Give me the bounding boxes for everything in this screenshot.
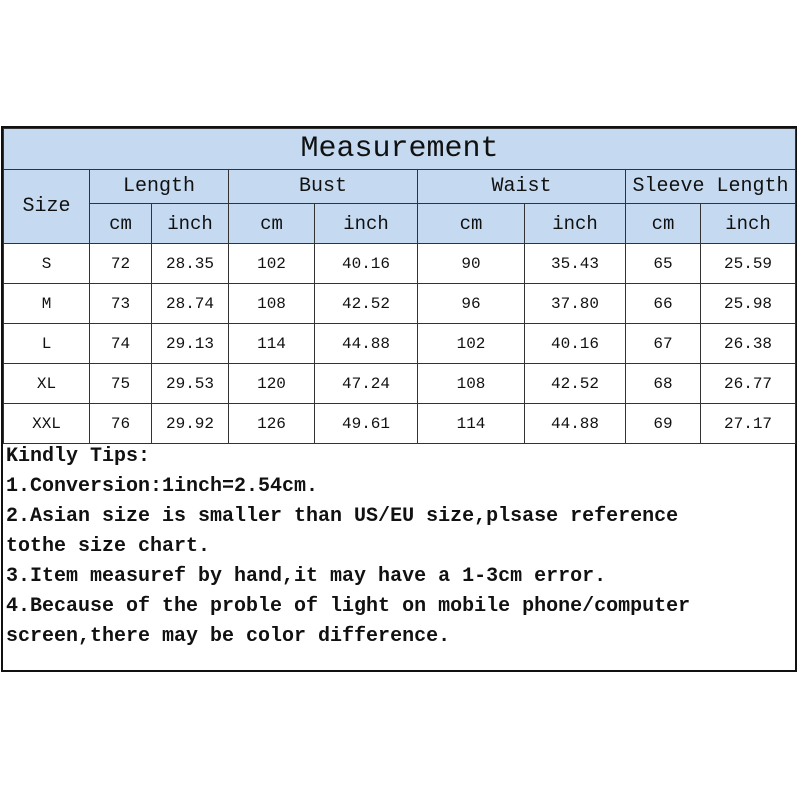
table-cell: 108 bbox=[418, 364, 525, 404]
waist-header: Waist bbox=[418, 170, 626, 204]
unit-header: inch bbox=[701, 204, 796, 244]
table-cell: 68 bbox=[626, 364, 701, 404]
table-cell: 42.52 bbox=[315, 284, 418, 324]
table-cell: 44.88 bbox=[315, 324, 418, 364]
size-cell: S bbox=[4, 244, 90, 284]
table-title: Measurement bbox=[4, 129, 796, 170]
table-cell: 44.88 bbox=[525, 404, 626, 444]
table-cell: 90 bbox=[418, 244, 525, 284]
unit-header: inch bbox=[152, 204, 229, 244]
table-cell: 67 bbox=[626, 324, 701, 364]
unit-header: cm bbox=[229, 204, 315, 244]
table-cell: 47.24 bbox=[315, 364, 418, 404]
table-row bbox=[4, 324, 796, 364]
table-cell: 28.35 bbox=[152, 244, 229, 284]
table-cell: 66 bbox=[626, 284, 701, 324]
table-cell: 114 bbox=[418, 404, 525, 444]
size-cell: XL bbox=[4, 364, 90, 404]
table-cell: 102 bbox=[418, 324, 525, 364]
table-cell: 25.98 bbox=[701, 284, 796, 324]
tips-heading: Kindly Tips: bbox=[6, 445, 151, 468]
sleeve-length-header: Sleeve Length bbox=[626, 170, 796, 204]
table-cell: 28.74 bbox=[152, 284, 229, 324]
unit-header: cm bbox=[418, 204, 525, 244]
unit-header: inch bbox=[525, 204, 626, 244]
table-cell: 102 bbox=[229, 244, 315, 284]
table-cell: 72 bbox=[90, 244, 152, 284]
table-cell: 29.53 bbox=[152, 364, 229, 404]
unit-header: inch bbox=[315, 204, 418, 244]
table-cell: 25.59 bbox=[701, 244, 796, 284]
table-cell: 26.77 bbox=[701, 364, 796, 404]
table-row bbox=[4, 404, 796, 444]
measurement-table bbox=[3, 128, 796, 444]
table-row bbox=[4, 284, 796, 324]
bust-header: Bust bbox=[229, 170, 418, 204]
length-header: Length bbox=[90, 170, 229, 204]
table-cell: 126 bbox=[229, 404, 315, 444]
tip-line: screen,there may be color difference. bbox=[6, 625, 451, 648]
table-cell: 37.80 bbox=[525, 284, 626, 324]
size-cell: XXL bbox=[4, 404, 90, 444]
table-cell: 29.92 bbox=[152, 404, 229, 444]
size-cell: L bbox=[4, 324, 90, 364]
table-cell: 73 bbox=[90, 284, 152, 324]
tip-line: 4.Because of the proble of light on mobile phone/computer bbox=[6, 595, 691, 618]
tip-line: 2.Asian size is smaller than US/EU size,plsase reference bbox=[6, 505, 679, 528]
table-cell: 108 bbox=[229, 284, 315, 324]
table-cell: 40.16 bbox=[315, 244, 418, 284]
table-cell: 69 bbox=[626, 404, 701, 444]
size-header: Size bbox=[4, 170, 90, 244]
tip-line: tothe size chart. bbox=[6, 535, 211, 558]
tip-line: 1.Conversion:1inch=2.54cm. bbox=[6, 475, 319, 498]
tip-line: 3.Item measuref by hand,it may have a 1-3cm error. bbox=[6, 565, 607, 588]
size-cell: M bbox=[4, 284, 90, 324]
table-cell: 35.43 bbox=[525, 244, 626, 284]
table-cell: 40.16 bbox=[525, 324, 626, 364]
table-cell: 26.38 bbox=[701, 324, 796, 364]
table-cell: 96 bbox=[418, 284, 525, 324]
size-chart bbox=[1, 126, 797, 672]
table-cell: 42.52 bbox=[525, 364, 626, 404]
unit-header: cm bbox=[90, 204, 152, 244]
table-cell: 27.17 bbox=[701, 404, 796, 444]
table-row bbox=[4, 244, 796, 284]
table-row bbox=[4, 364, 796, 404]
table-cell: 65 bbox=[626, 244, 701, 284]
table-cell: 75 bbox=[90, 364, 152, 404]
table-cell: 29.13 bbox=[152, 324, 229, 364]
table-cell: 76 bbox=[90, 404, 152, 444]
kindly-tips bbox=[6, 442, 792, 652]
table-cell: 114 bbox=[229, 324, 315, 364]
table-cell: 74 bbox=[90, 324, 152, 364]
table-cell: 120 bbox=[229, 364, 315, 404]
table-cell: 49.61 bbox=[315, 404, 418, 444]
unit-header: cm bbox=[626, 204, 701, 244]
